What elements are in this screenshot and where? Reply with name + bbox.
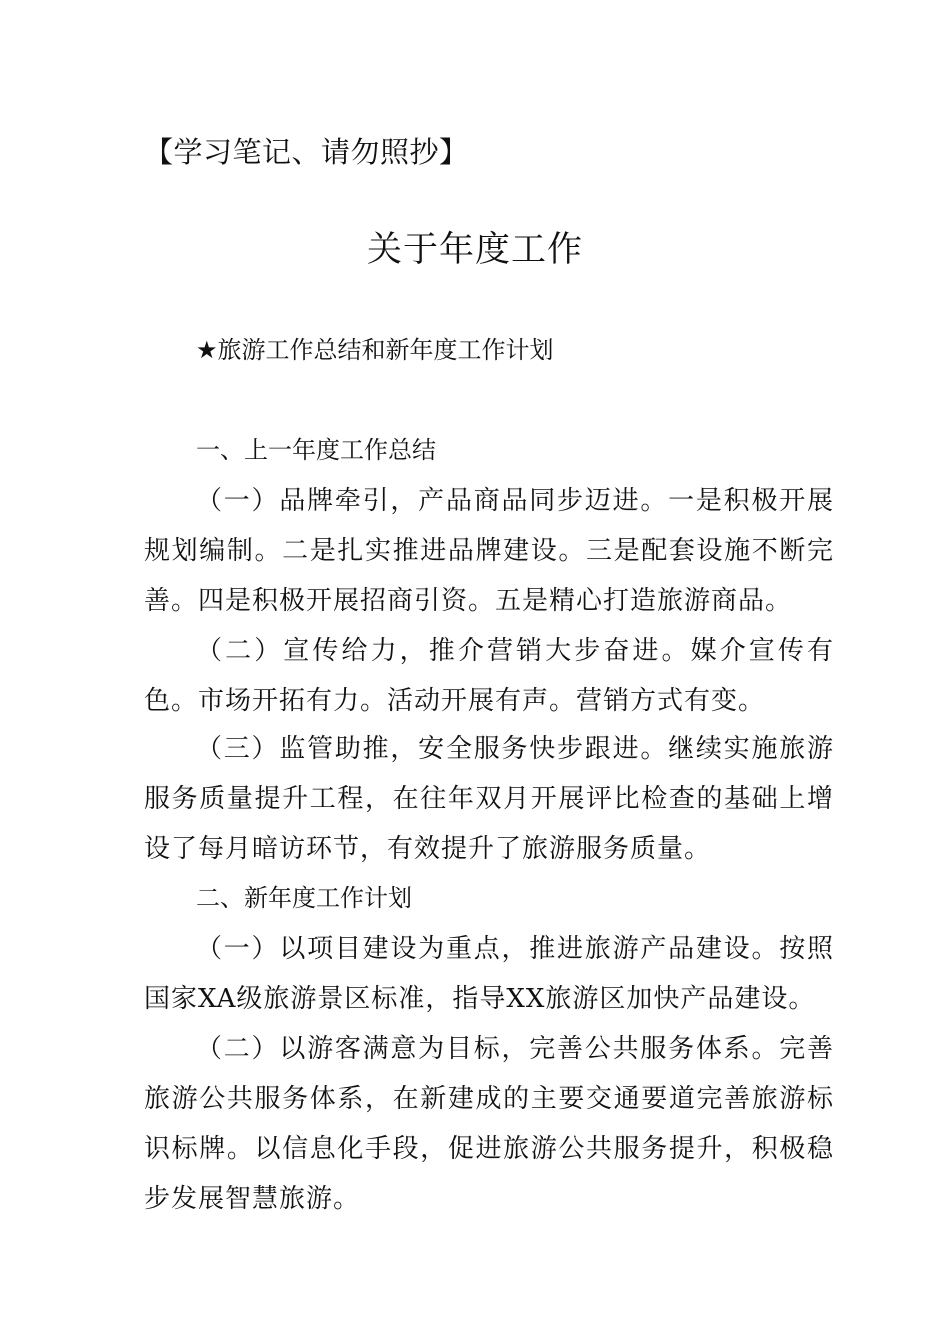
- study-note-label: 【学习笔记、请勿照抄】: [144, 135, 469, 169]
- document-subtitle: ★旅游工作总结和新年度工作计划: [196, 336, 554, 364]
- paragraph-plan-2: （二）以游客满意为目标，完善公共服务体系。完善旅游公共服务体系，在新建成的主要交通要道完善旅游标识标牌。以信息化手段，促进旅游公共服务提升，积极稳步发展智慧旅游。: [144, 1034, 834, 1214]
- section-heading-plan: 二、新年度工作计划: [196, 884, 412, 912]
- section-heading-summary: 一、上一年度工作总结: [196, 436, 436, 464]
- paragraph-summary-1: （一）品牌牵引，产品商品同步迈进。一是积极开展规划编制。二是扎实推进品牌建设。三是配套设施不断完善。四是积极开展招商引资。五是精心打造旅游商品。: [144, 486, 834, 616]
- paragraph-summary-3: （三）监管助推，安全服务快步跟进。继续实施旅游服务质量提升工程，在往年双月开展评比检查的基础上增设了每月暗访环节，有效提升了旅游服务质量。: [144, 734, 834, 864]
- paragraph-summary-2: （二）宣传给力，推介营销大步奋进。媒介宣传有色。市场开拓有力。活动开展有声。营销方式有变。: [144, 636, 834, 716]
- paragraph-plan-1: （一）以项目建设为重点，推进旅游产品建设。按照国家XA级旅游景区标准，指导XX旅游区加快产品建设。: [144, 934, 834, 1014]
- document-title: 关于年度工作: [366, 230, 583, 270]
